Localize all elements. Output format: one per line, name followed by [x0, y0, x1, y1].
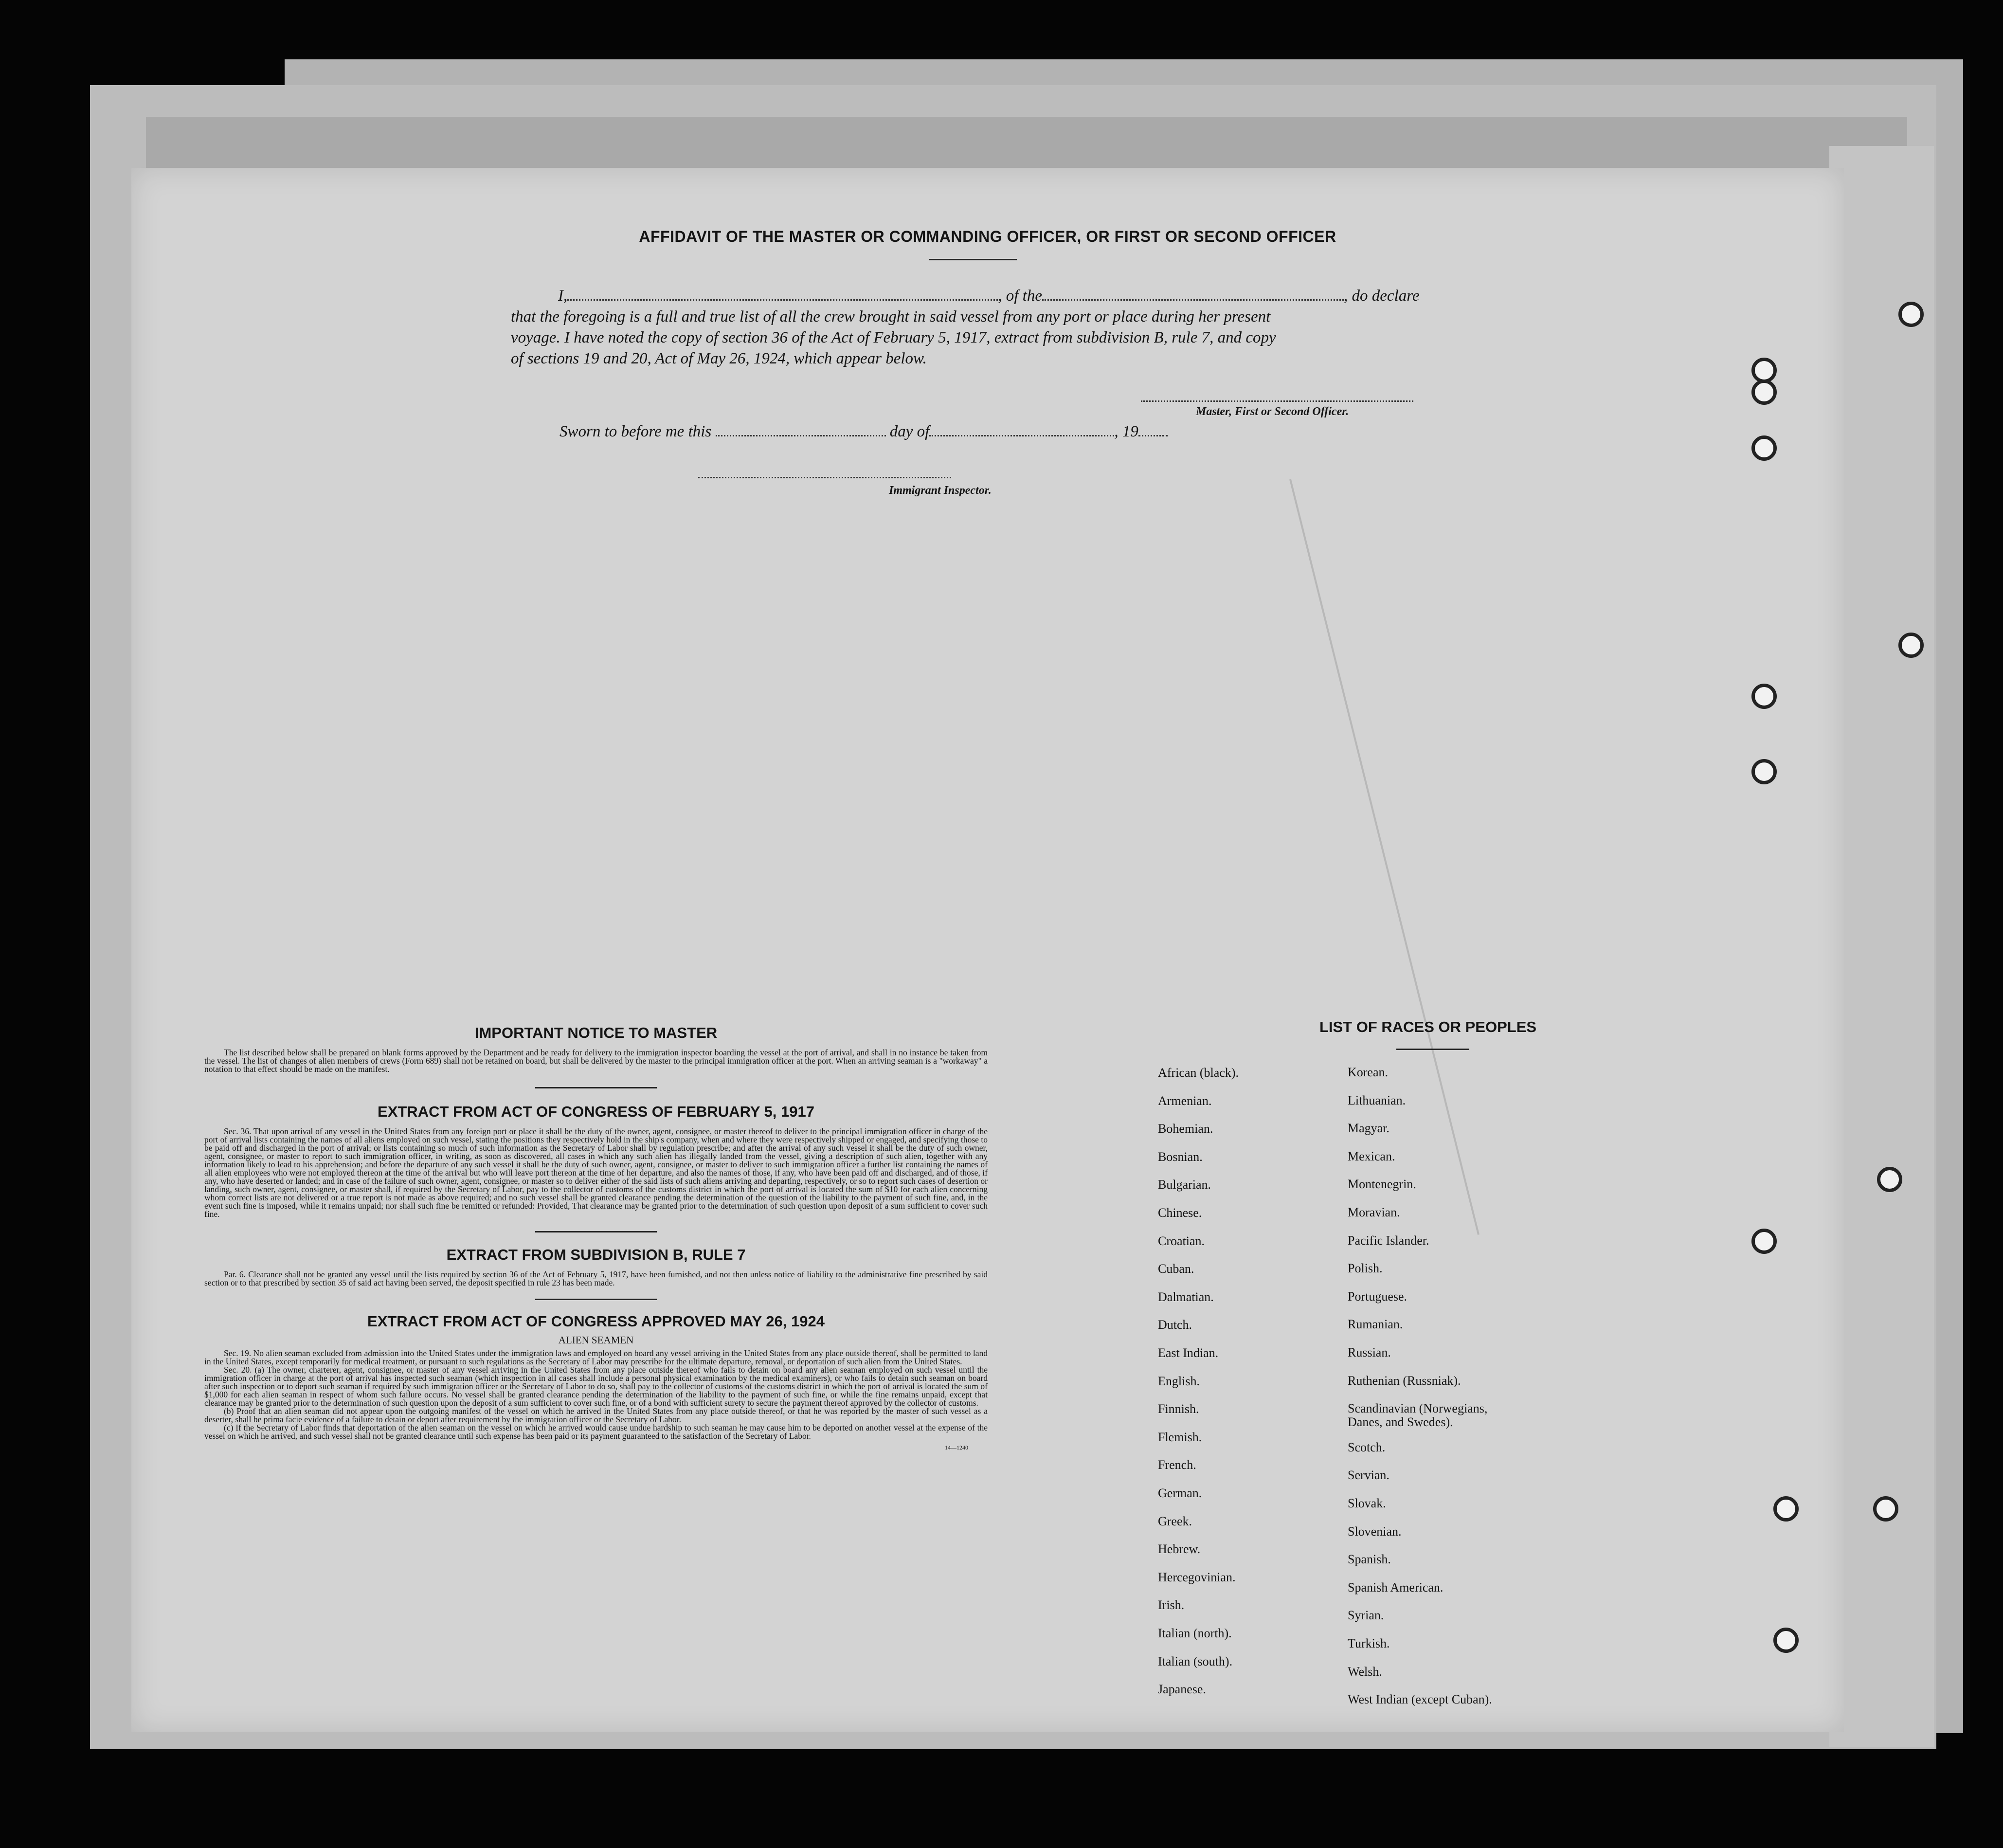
divider [535, 1087, 657, 1088]
rule7-text: Par. 6. Clearance shall not be granted any vessel until the lists required by section 36 of the Act of February 5, 1917, have been furnished, and not then unless notice of liability to the administrative fine prescribed by said section or to that prescribed by section 35 of said act having been served, the deposit specified in rule 23 has been made. [204, 1269, 988, 1287]
punch-hole [1877, 1167, 1902, 1192]
signature-label: Master, First or Second Officer. [1196, 405, 1349, 418]
affidavit-line-3: voyage. I have noted the copy of section 36 of the Act of February 5, 1917, extract from subdivision B, rule 7, and copy [511, 329, 1276, 346]
punch-hole [1898, 302, 1924, 327]
divider [535, 1231, 657, 1232]
race-item: Pacific Islander. [1348, 1233, 1429, 1248]
signature-blank [1141, 400, 1413, 402]
race-item: Moravian. [1348, 1205, 1400, 1219]
race-item: Croatian. [1158, 1233, 1205, 1248]
inspector-label: Immigrant Inspector. [889, 484, 992, 497]
month-blank [929, 435, 1114, 436]
sec20b-text: (b) Proof that an alien seaman did not appear upon the outgoing manifest of the vessel on which he arrived in the United States from any place outside thereof, or that he was reported by the master of such vessel as a deserter, shall be prima facie evidence of a failure to detain or deport after requirement by the immigration officer or the Secretary of Labor. [204, 1406, 988, 1424]
race-item: Flemish. [1158, 1430, 1202, 1444]
race-item: Japanese. [1158, 1682, 1206, 1697]
punch-hole [1773, 1496, 1799, 1522]
race-item: Scandinavian (Norwegians, Danes, and Swedes). [1348, 1401, 1488, 1430]
sec19-text: Sec. 19. No alien seaman excluded from admission into the United States under the immigration laws and employed on board any vessel arriving in the United States from any place outside thereof, shall be permitted to land in the United States, except temporarily for medical treatment, or pursuant to such regulations as the Secretary of Labor may prescribe for the ultimate departure, removal, or deportation of such alien from the United States. [204, 1348, 988, 1366]
affidavit-line-4: of sections 19 and 20, Act of May 26, 1924, which appear below. [511, 350, 927, 367]
race-item: Greek. [1158, 1514, 1192, 1528]
extract-1917-title: EXTRACT FROM ACT OF CONGRESS OF FEBRUARY 5, 1917 [378, 1103, 814, 1120]
race-item: Italian (south). [1158, 1654, 1233, 1668]
affidavit-line-1 [558, 287, 1419, 305]
race-item: Bulgarian. [1158, 1178, 1211, 1192]
race-item: Hebrew. [1158, 1542, 1201, 1557]
race-item: Ruthenian (Russniak). [1348, 1373, 1461, 1388]
race-item: Cuban. [1158, 1262, 1194, 1276]
race-item: Slovak. [1348, 1496, 1386, 1510]
race-item: Russian. [1348, 1345, 1391, 1359]
affidavit-i: I, [558, 287, 568, 305]
race-item: Slovenian. [1348, 1524, 1402, 1539]
race-item: Armenian. [1158, 1093, 1212, 1108]
race-item: West Indian (except Cuban). [1348, 1692, 1492, 1707]
punch-hole [1898, 633, 1924, 658]
race-item: Spanish. [1348, 1552, 1391, 1567]
race-item: Dutch. [1158, 1318, 1192, 1332]
race-item: Mexican. [1348, 1149, 1395, 1163]
divider [1396, 1049, 1469, 1050]
punch-hole [1751, 435, 1777, 461]
punch-hole [1751, 684, 1777, 709]
inspector-signature-blank [698, 477, 951, 478]
extract-1924-title: EXTRACT FROM ACT OF CONGRESS APPROVED MAY 26, 1924 [367, 1313, 825, 1330]
race-item: Bohemian. [1158, 1122, 1213, 1136]
document-page [131, 168, 1844, 1732]
race-item: Italian (north). [1158, 1626, 1232, 1640]
rule7-title: EXTRACT FROM SUBDIVISION B, RULE 7 [446, 1246, 746, 1263]
race-item: Rumanian. [1348, 1317, 1403, 1332]
notice-section [204, 1024, 988, 1451]
race-item: Irish. [1158, 1598, 1185, 1612]
extract-1917-text: Sec. 36. That upon arrival of any vessel in the United States from any foreign port or place it shall be the duty of the owner, agent, consignee, or master thereof to deliver to the principal immigration officer in charge of the port of arrival lists containing the names of all aliens employed on such vessel, stating the positions they respectively hold in the ship's company, when and where they were respectively shipped or engaged, and specifying those to be paid off and discharged in the port of arrival; or lists containing so much of such information as the Secretary of Labor shall by regulation prescribe; and after the arrival of any such vessel it shall be the duty of such owner, agent, consignee, or master to report to such immigration officer, in writing, as soon as discovered, all cases in which any such alien has illegally landed from the vessel, giving a description of such alien, together with any information likely to lead to his apprehension; and before the departure of any such vessel it shall be the duty of such owner, agent, consignee, or master to deliver to such immigration officer a further list containing the names of all alien employees who were not employed thereon at the time of the arrival but who will leave port thereon at the time of her departure, and also the names of those, if any, who have been paid off and discharged, and of those, if any, who have deserted or landed; and in case of the failure of such owner, agent, consignee, or master so to deliver either of the said lists of such aliens arriving and departing, respectively, or so to report such cases of desertion or landing, such owner, agent, consignee, or master shall, if required by the Secretary of Labor, pay to the collector of customs of the customs district in which the port of arrival is located the sum of $10 for each alien concerning whom correct lists are not delivered or a true report is not made as above required; and no such vessel shall be granted clearance pending the determination of the question of the liability to the payment of such fine, and, in the event such fine is imposed, while it remains unpaid; nor shall such fine be remitted or refunded: Provided, That clearance may be granted prior to the determination of such question upon deposit of a sum sufficient to cover such fine. [204, 1126, 988, 1219]
punch-hole [1751, 380, 1777, 405]
race-item: Finnish. [1158, 1402, 1199, 1416]
day-blank [716, 435, 886, 436]
affidavit-title: AFFIDAVIT OF THE MASTER OR COMMANDING OFFICER, OR FIRST OR SECOND OFFICER [639, 228, 1336, 245]
notice-title: IMPORTANT NOTICE TO MASTER [474, 1024, 718, 1041]
race-item: Dalmatian. [1158, 1289, 1214, 1304]
punch-hole [1873, 1496, 1898, 1522]
affidavit-declare: , do declare [1343, 287, 1420, 305]
divider [535, 1299, 657, 1300]
race-item: Syrian. [1348, 1608, 1384, 1623]
race-item: English. [1158, 1374, 1200, 1388]
race-item: Lithuanian. [1348, 1093, 1406, 1107]
form-number: 14—1240 [945, 1444, 968, 1451]
vessel-blank [1042, 299, 1344, 301]
punch-hole [1773, 1628, 1799, 1653]
races-title: LIST OF RACES OR PEOPLES [1319, 1018, 1537, 1035]
race-item: German. [1158, 1486, 1202, 1500]
sworn-day-of: day of [889, 423, 930, 440]
affidavit-of-the: , of the [998, 287, 1042, 305]
race-item: Spanish American. [1348, 1580, 1444, 1594]
sworn-prefix: Sworn to before me this [559, 423, 712, 440]
race-item: Bosnian. [1158, 1149, 1203, 1164]
name-blank [567, 299, 998, 301]
race-item: Polish. [1348, 1261, 1383, 1276]
race-item: Portuguese. [1348, 1289, 1408, 1304]
race-item: Hercegovinian. [1158, 1570, 1236, 1584]
race-item: Montenegrin. [1348, 1177, 1416, 1192]
race-item: Servian. [1348, 1468, 1389, 1483]
sec20c-text: (c) If the Secretary of Labor finds that deportation of the alien seaman on the vessel on which he arrived would cause undue hardship to such seaman he may cause him to be deported on another vessel at the expense of the vessel on which he arrived, and such vessel shall not be granted clearance until such expense has been paid or its payment guaranteed to the satisfaction of the Secretary of Labor. [204, 1423, 988, 1441]
divider [929, 259, 1017, 260]
sworn-line [559, 423, 1168, 441]
race-item: Chinese. [1158, 1206, 1202, 1220]
sworn-year: , 19 [1114, 423, 1138, 440]
notice-text: The list described below shall be prepared on blank forms approved by the Department and be ready for delivery to the immigration inspector boarding the vessel at the port of arrival, and shall in no instance be taken from the vessel. The list of changes of alien members of crews (Form 689) shall not be retained on board, but shall be delivered by the master to the principal immigration officer at the port. When an arriving seaman is a "workaway" a notation to that effect should be made on the manifest. [204, 1048, 988, 1074]
race-item: Korean. [1348, 1065, 1389, 1079]
alien-seamen-subtitle: ALIEN SEAMEN [558, 1334, 634, 1346]
race-item: Turkish. [1348, 1636, 1390, 1650]
race-item: East Indian. [1158, 1346, 1219, 1360]
punch-hole [1751, 759, 1777, 784]
race-item: Magyar. [1348, 1121, 1389, 1136]
race-item: Welsh. [1348, 1664, 1382, 1679]
race-item: Scotch. [1348, 1440, 1386, 1454]
race-item: African (black). [1158, 1066, 1239, 1080]
affidavit-line-2: that the foregoing is a full and true list of all the crew brought in said vessel from any port or place during her present [511, 308, 1271, 326]
year-blank [1138, 435, 1168, 436]
punch-hole [1751, 1229, 1777, 1254]
sec20a-text: Sec. 20. (a) The owner, charterer, agent, consignee, or master of any vessel arriving in the United States from any place outside thereof who fails to detain on board any alien seaman employed on such vessel until the immigration officer in charge at the port of arrival has inspected such seaman (which inspection in all cases shall include a personal physical examination by the medical examiners), or who fails to detain such seaman on board after such inspection or to deport such seaman if required by such immigration officer or the Secretary of Labor to do so, shall pay to the collector of customs of the customs district in which the port of arrival is located the sum of $1,000 for each alien seaman in respect of whom such failure occurs. No vessel shall be granted clearance pending the determination of the liability to the payment of such fine, or while the fine remains unpaid, except that clearance may be granted prior to the determination of such question upon the deposit of a sum sufficient to cover such fine, or of a bond with sufficient surety to secure the payment thereof approved by the collector of customs. [204, 1365, 988, 1408]
race-item: French. [1158, 1458, 1196, 1472]
